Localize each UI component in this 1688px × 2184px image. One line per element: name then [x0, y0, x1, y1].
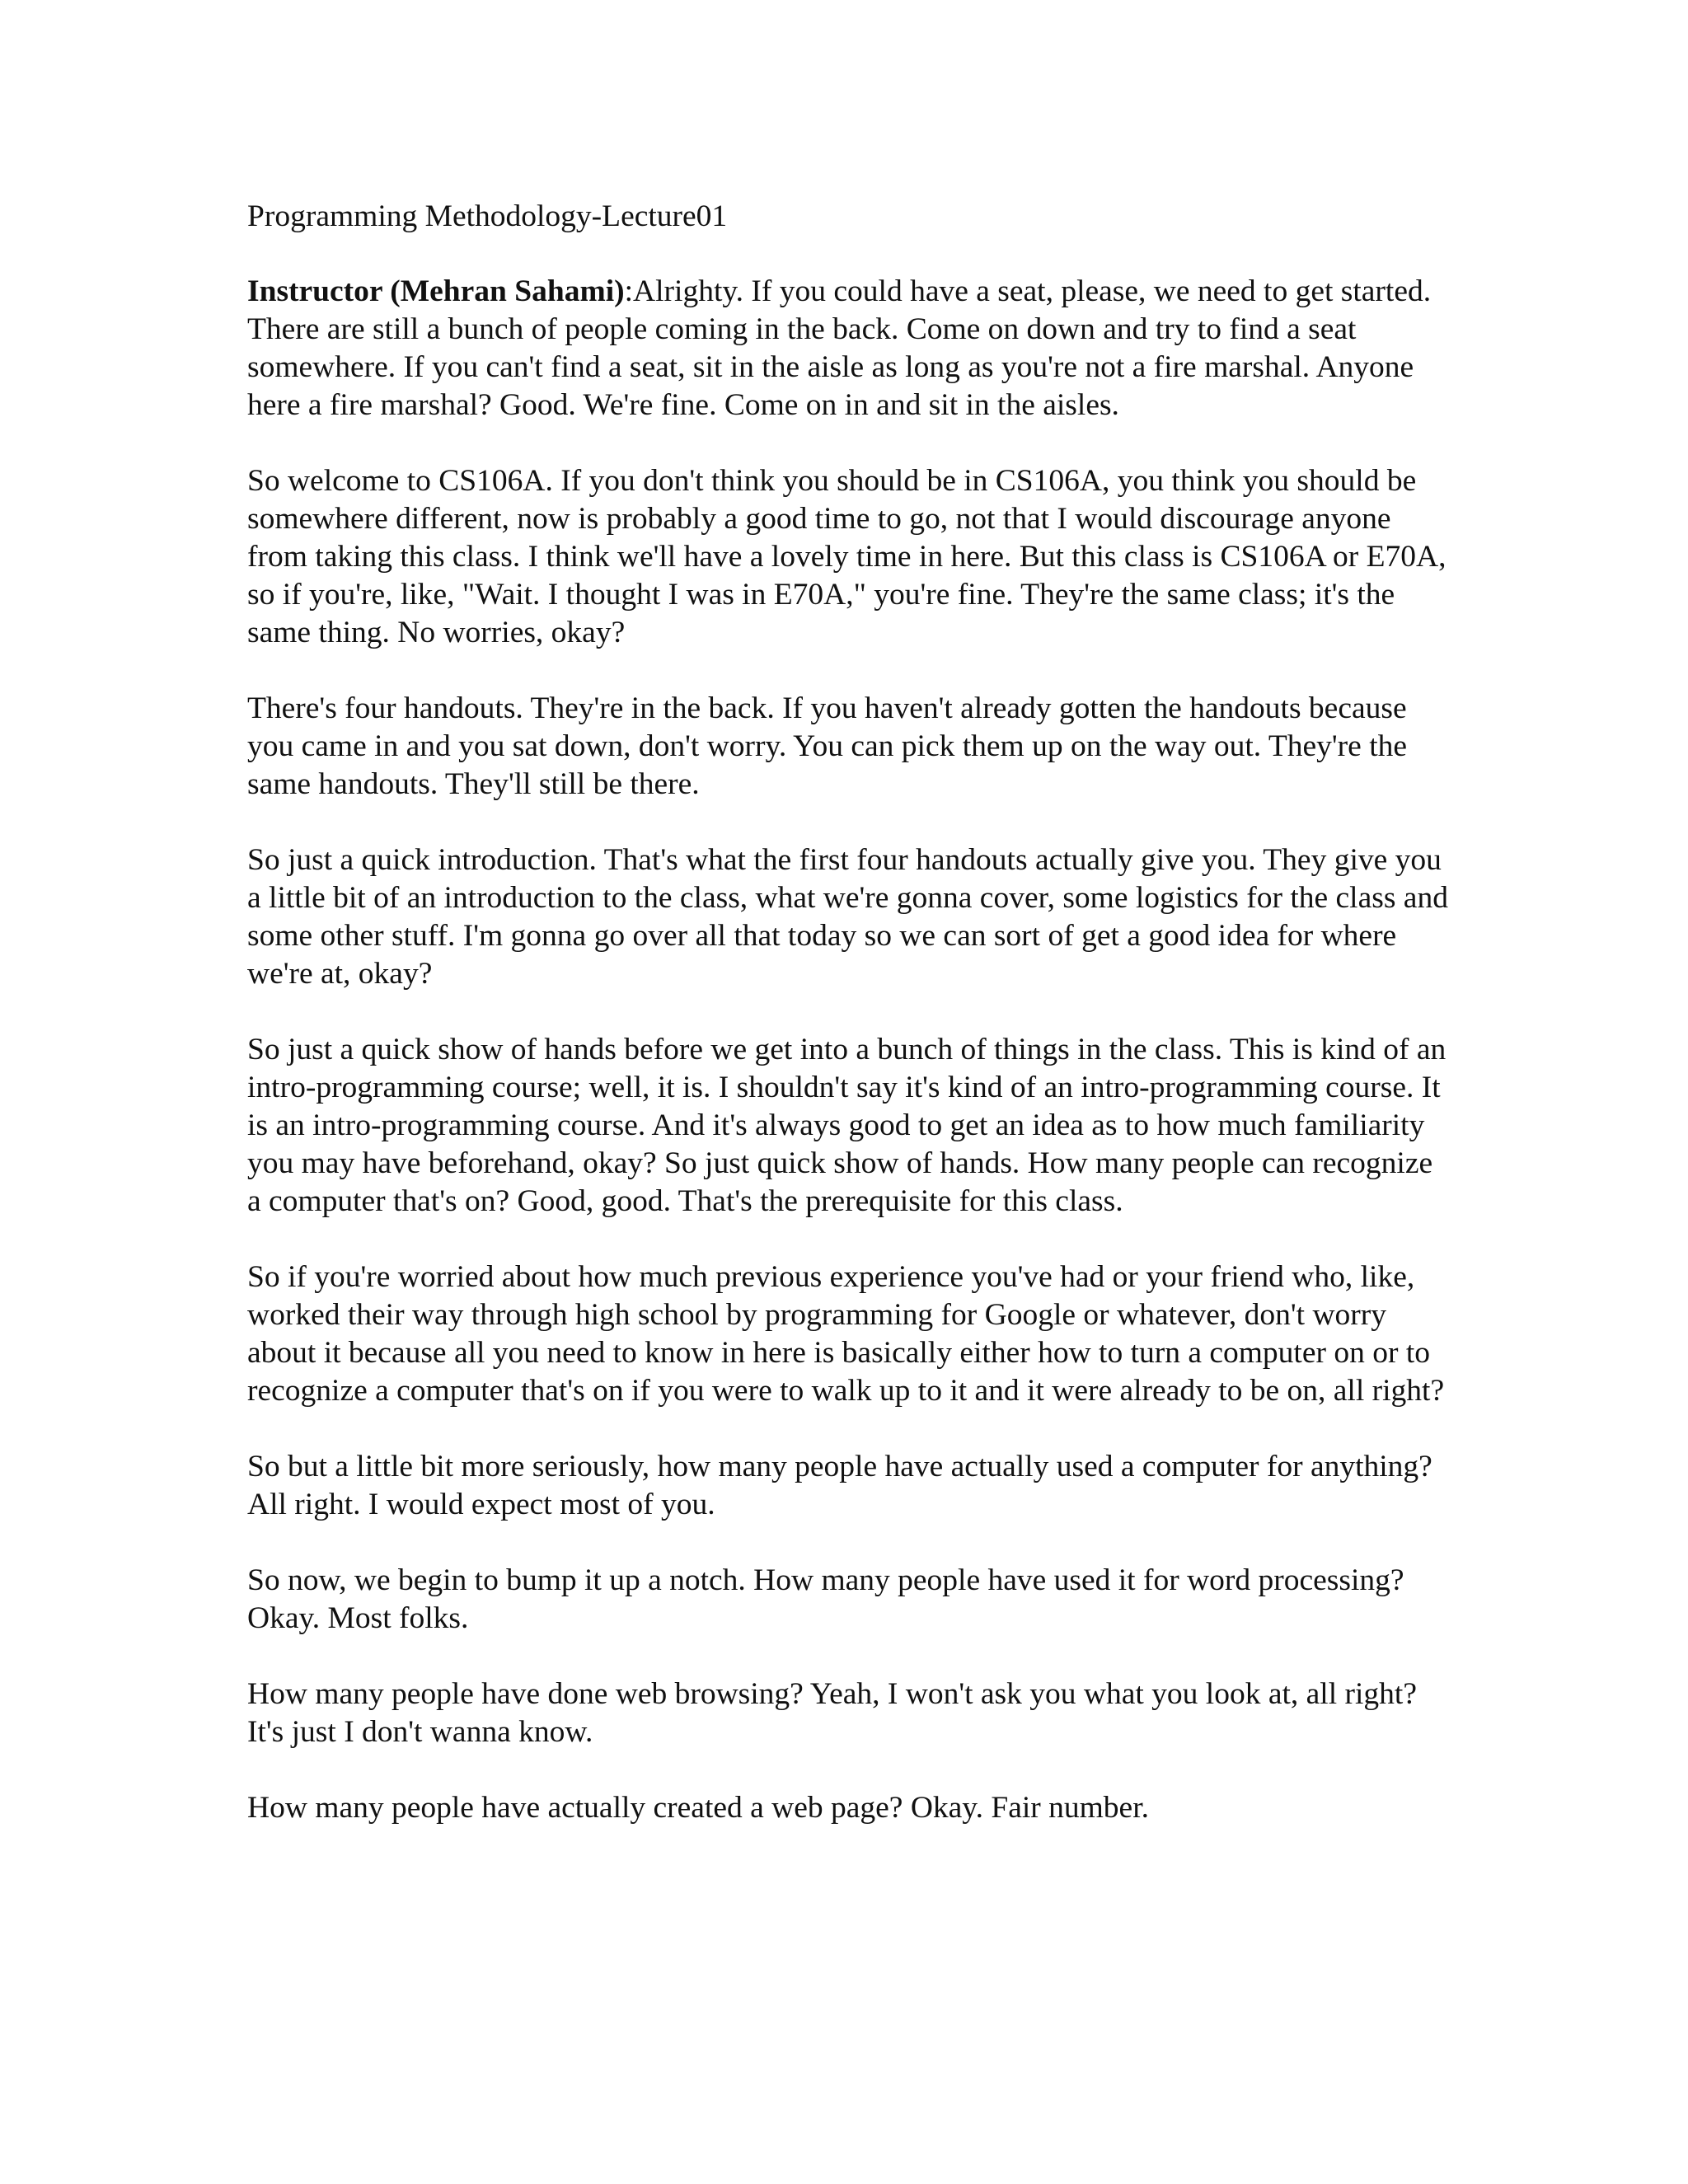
paragraph: So but a little bit more seriously, how many people have actually used a computer for anything? All right. I would expect most of you.: [247, 1450, 1432, 1521]
speaker-label: Instructor (Mehran Sahami): [247, 274, 625, 308]
document-title: Programming Methodology-Lecture01: [247, 199, 728, 233]
paragraph-intro: [247, 273, 1451, 424]
paragraph-text: :Alrighty. If you could have a seat, please, we need to get started. There are still a bunch of people coming in the back. Come on down and try to find a seat somewhere. If you can't find a seat, sit in the aisle as long as you're not a fire marshal. Anyone here a fire marshal? Good. We're fine. Come on in and sit in the aisles.: [247, 274, 1432, 422]
paragraph: So welcome to CS106A. If you don't think you should be in CS106A, you think you should be somewhere different, now is probably a good time to go, not that I would discourage anyone from taking this class. I think we'll have a lovely time in here. But this class is CS106A or E70A, so if you're, like, "Wait. I thought I was in E70A," you're fine. They're the same class; it's the same thing. No worries, okay?: [247, 464, 1447, 649]
document-page: [247, 198, 1451, 1865]
paragraph: So now, we begin to bump it up a notch. How many people have used it for word processing? Okay. Most folks.: [247, 1563, 1404, 1635]
paragraph: So just a quick introduction. That's what the first four handouts actually give you. They give you a little bit of an introduction to the class, what we're gonna cover, some logistics for the class and some other stuff. I'm gonna go over all that today so we can sort of get a good idea for where we're at, okay?: [247, 843, 1448, 991]
paragraph: So if you're worried about how much previous experience you've had or your friend who, like, worked their way through high school by programming for Google or whatever, don't worry about it because all you need to know in here is basically either how to turn a computer on or to recognize a computer that's on if you were to walk up to it and it were already to be on, all right?: [247, 1260, 1445, 1408]
paragraph: How many people have actually created a web page? Okay. Fair number.: [247, 1791, 1150, 1825]
paragraph: How many people have done web browsing? Yeah, I won't ask you what you look at, all right? It's just I don't wanna know.: [247, 1677, 1417, 1749]
paragraph: So just a quick show of hands before we get into a bunch of things in the class. This is kind of an intro-programming course; well, it is. I shouldn't say it's kind of an intro-programming course. It is an intro-programming course. And it's always good to get an idea as to how much familiarity you may have beforehand, okay? So just quick show of hands. How many people can recognize a computer that's on? Good, good. That's the prerequisite for this class.: [247, 1033, 1447, 1218]
paragraph: There's four handouts. They're in the back. If you haven't already gotten the handouts because you came in and you sat down, don't worry. You can pick them up on the way out. They're the same handouts. They'll still be there.: [247, 691, 1408, 801]
